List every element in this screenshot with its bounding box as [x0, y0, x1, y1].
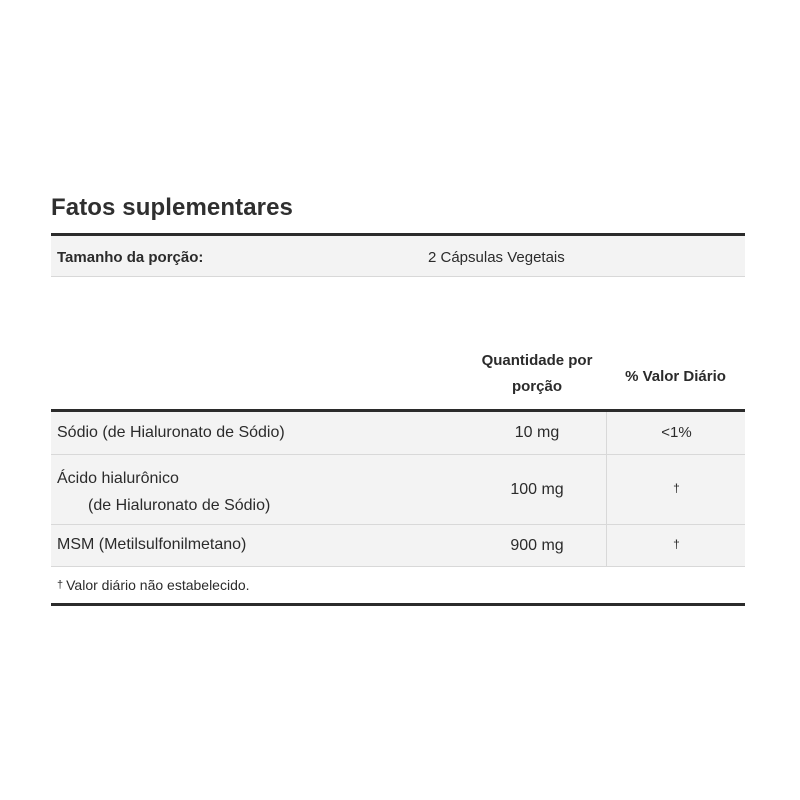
table-row — [51, 525, 745, 567]
table-row — [51, 455, 745, 525]
nutrient-amount: 100 mg — [510, 481, 564, 498]
nutrient-amount: 900 mg — [510, 537, 564, 554]
nutrient-daily-value-cell — [606, 455, 746, 524]
footnote — [57, 577, 250, 593]
serving-size-row — [51, 233, 745, 277]
quantity-header — [462, 348, 612, 400]
serving-size-label: Tamanho da porção: — [57, 249, 204, 266]
nutrient-table — [51, 409, 745, 606]
serving-size-value: 2 Cápsulas Vegetais — [428, 249, 565, 266]
page-title: Fatos suplementares — [51, 194, 293, 221]
nutrient-name-line1: Ácido hialurônico — [57, 470, 179, 487]
table-row — [51, 412, 745, 455]
nutrient-amount: 10 mg — [514, 424, 560, 441]
nutrient-daily-value-cell — [606, 525, 746, 566]
nutrient-name-line2: (de Hialuronato de Sódio) — [88, 497, 271, 514]
footnote-text: Valor diário não estabelecido. — [66, 577, 250, 593]
quantity-header-line2: porção — [511, 378, 562, 395]
nutrient-daily-value: † — [673, 481, 680, 495]
footnote-row — [51, 567, 745, 603]
nutrient-daily-value-cell — [606, 412, 746, 454]
nutrient-daily-value: † — [673, 537, 680, 551]
nutrient-name: MSM (Metilsulfonilmetano) — [57, 536, 247, 553]
nutrient-daily-value: <1% — [661, 424, 692, 441]
nutrient-name: Sódio (de Hialuronato de Sódio) — [57, 424, 285, 441]
daily-value-header: % Valor Diário — [625, 368, 726, 385]
footnote-symbol: † — [57, 579, 64, 591]
quantity-header-line1: Quantidade por — [481, 352, 593, 369]
nutrient-name — [57, 465, 270, 519]
